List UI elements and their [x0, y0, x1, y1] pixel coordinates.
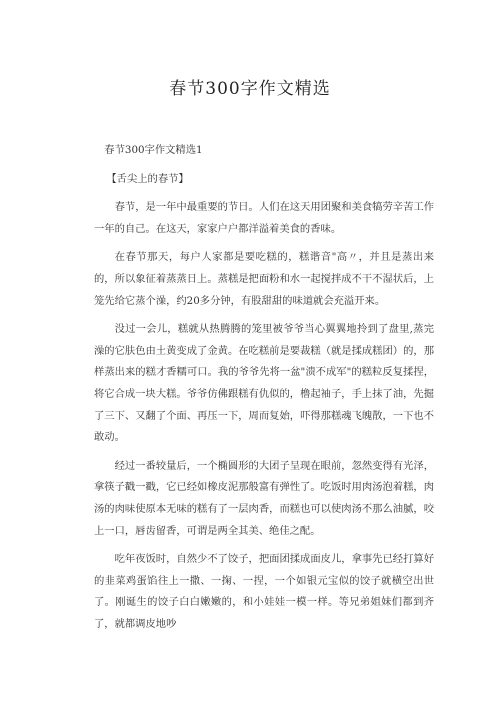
paragraph: 吃年夜饭时，自然少不了饺子，把面团揉成面皮儿，拿事先已经打算好的韭菜鸡蛋馅往上一撒、一掬、一捏，一个如银元宝似的饺子就横空出世了。刚诞生的饺子白白嫩嫩的，和小娃娃一模一样。等兄弟姐妹们都到齐了，就都调皮地吵: [94, 553, 434, 630]
article-subheading: 春节300字作文精选1: [104, 144, 203, 156]
paragraph: 春节，是一年中最重要的节日。人们在这天用团聚和美食犒劳辛苦工作一年的自己。在这天，家家户户都洋溢着美食的香味。: [94, 201, 434, 235]
article-body: [94, 140, 434, 642]
paragraph: 在春节那天，每户人家都是要吃糕的，糕谐音"高〃，并且是蒸出来的，所以象征着蒸蒸日上。蒸糕是把面粉和水一起搅拌成不干不湿状后，上笼先给它蒸个澡，约20多分钟，有股甜甜的味道就会充溢开来。: [94, 251, 434, 307]
section-heading: 【舌尖上的春节】: [106, 172, 189, 185]
page-title: 春节300字作文精选: [169, 79, 331, 99]
paragraph: 没过一会儿，糕就从热腾腾的笼里被爷爷当心翼翼地拎到了盘里,蒸完澡的它肤色由土黄变成了金黄。在吃糕前是要裁糕（就是揉成糕团）的，那样蒸出来的糕才香糯可口。我的爷爷先将一盆"溃不成军"的糕粒反复揉捏，将它合成一块大糕。爷爷仿佛跟糕有仇似的，橹起袖子，手上抹了油，先掘了三下、又翻了个面、再压一下，周而复始，吓得那糕魂飞魄散，一下也不敢动。: [94, 323, 434, 444]
paragraph: 经过一番较量后，一个椭圆形的大团子呈现在眼前，忽然变得有光泽，拿筷子戳一戳，它已经如橡皮泥那般富有弹性了。吃饭时用肉汤泡着糕，肉汤的肉味使原本无味的糕有了一层肉香，而糕也可以使肉汤不那么油腻，咬上一口，唇齿留香，可谓是两全其美、绝佳之配。: [94, 459, 434, 537]
